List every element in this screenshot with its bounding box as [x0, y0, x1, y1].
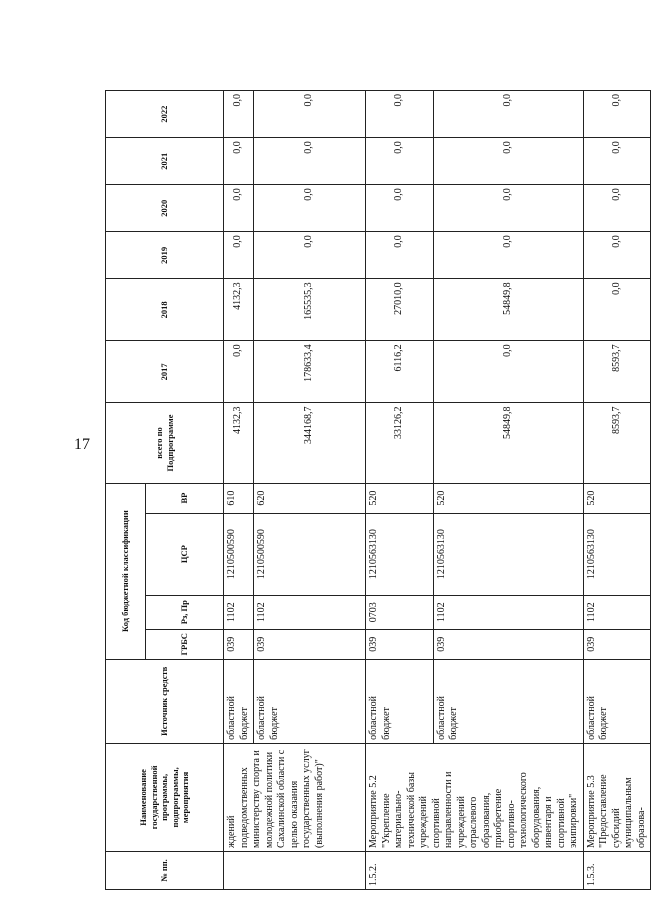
cell-total: 33126,2 [366, 403, 434, 483]
row-number: 1.5.3. [583, 851, 651, 889]
cell-source: областной бюджет [433, 659, 583, 743]
cell-year-value: 0,0 [583, 232, 651, 279]
header-year: 2022 [106, 91, 224, 138]
row-number: 1.5.2. [366, 851, 584, 889]
cell-source: областной бюджет [583, 659, 651, 743]
header-year: 2018 [106, 279, 224, 341]
cell-csr: 1210563130 [366, 513, 434, 595]
cell-vr: 520 [366, 483, 434, 513]
cell-year-value: 0,0 [224, 341, 254, 403]
table-header [106, 91, 224, 890]
cell-vr: 620 [254, 483, 366, 513]
header-grbs: ГРБС [146, 629, 224, 659]
cell-grbs: 039 [366, 629, 434, 659]
header-rzpr: Рз, Пр [146, 595, 224, 629]
cell-year-value: 0,0 [583, 91, 651, 138]
cell-total: 4132,3 [224, 403, 254, 483]
table-body [224, 91, 651, 890]
rotated-table-container [105, 90, 647, 890]
row-name: Мероприятие 5.3 "Предоставление субсидий муниципальным образова- [583, 743, 651, 851]
header-name: Наименование государственной программы, подпрограммы, мероприятия [106, 743, 224, 851]
cell-rzpr: 1102 [224, 595, 254, 629]
header-source: Источник средств [106, 659, 224, 743]
header-no: № пп. [106, 851, 224, 889]
cell-grbs: 039 [433, 629, 583, 659]
cell-source: областной бюджет [366, 659, 434, 743]
header-year: 2020 [106, 185, 224, 232]
table-row [224, 91, 254, 890]
cell-year-value: 0,0 [254, 185, 366, 232]
page-number: 17 [74, 436, 90, 453]
cell-year-value: 0,0 [366, 91, 434, 138]
header-year: 2019 [106, 232, 224, 279]
cell-grbs: 039 [254, 629, 366, 659]
cell-year-value: 27010,0 [366, 279, 434, 341]
cell-year-value: 0,0 [224, 91, 254, 138]
row-name: ждений подведомственных министерству спорта и молодежной политики Сахалинской области с целью оказания государственных услуг (выполнения работ)" [224, 743, 366, 851]
cell-year-value: 0,0 [224, 138, 254, 185]
header-csr: ЦСР [146, 513, 224, 595]
cell-year-value: 6116,2 [366, 341, 434, 403]
cell-year-value: 0,0 [433, 138, 583, 185]
cell-year-value: 0,0 [433, 185, 583, 232]
table-row [366, 91, 434, 890]
header-year: 2017 [106, 341, 224, 403]
cell-csr: 1210500590 [224, 513, 254, 595]
cell-rzpr: 1102 [254, 595, 366, 629]
cell-year-value: 0,0 [433, 232, 583, 279]
cell-vr: 610 [224, 483, 254, 513]
budget-table [105, 90, 651, 890]
cell-year-value: 0,0 [254, 232, 366, 279]
cell-year-value: 0,0 [224, 232, 254, 279]
cell-year-value: 0,0 [433, 341, 583, 403]
cell-year-value: 165535,3 [254, 279, 366, 341]
cell-year-value: 0,0 [366, 185, 434, 232]
table-row [583, 91, 651, 890]
cell-year-value: 0,0 [254, 138, 366, 185]
cell-year-value: 0,0 [433, 91, 583, 138]
row-name: Мероприятие 5.2 "Укрепление материально-технической базы учреждений спортивной направленности и учреждений отраслевого образования, приобретение спортивно-технологического оборудования, инвентаря и спортивной экипировки" [366, 743, 584, 851]
cell-rzpr: 1102 [433, 595, 583, 629]
cell-source: областной бюджет [224, 659, 254, 743]
cell-year-value: 0,0 [583, 279, 651, 341]
header-year: 2021 [106, 138, 224, 185]
cell-year-value: 54849,8 [433, 279, 583, 341]
cell-total: 54849,8 [433, 403, 583, 483]
cell-grbs: 039 [224, 629, 254, 659]
cell-year-value: 4132,3 [224, 279, 254, 341]
cell-vr: 520 [583, 483, 651, 513]
cell-year-value: 0,0 [254, 91, 366, 138]
cell-total: 8593,7 [583, 403, 651, 483]
cell-year-value: 0,0 [583, 138, 651, 185]
cell-rzpr: 1102 [583, 595, 651, 629]
cell-vr: 520 [433, 483, 583, 513]
cell-year-value: 178633,4 [254, 341, 366, 403]
cell-year-value: 0,0 [583, 185, 651, 232]
cell-rzpr: 0703 [366, 595, 434, 629]
cell-year-value: 8593,7 [583, 341, 651, 403]
row-number [224, 851, 366, 889]
cell-year-value: 0,0 [366, 232, 434, 279]
cell-source: областной бюджет [254, 659, 366, 743]
cell-year-value: 0,0 [224, 185, 254, 232]
cell-csr: 1210500590 [254, 513, 366, 595]
cell-total: 344168,7 [254, 403, 366, 483]
header-total: всего по Подпрограмме [106, 403, 224, 483]
cell-year-value: 0,0 [366, 138, 434, 185]
cell-csr: 1210563130 [583, 513, 651, 595]
header-budget-code: Код бюджетной классификации [106, 483, 146, 659]
cell-grbs: 039 [583, 629, 651, 659]
cell-csr: 1210563130 [433, 513, 583, 595]
header-vr: ВР [146, 483, 224, 513]
